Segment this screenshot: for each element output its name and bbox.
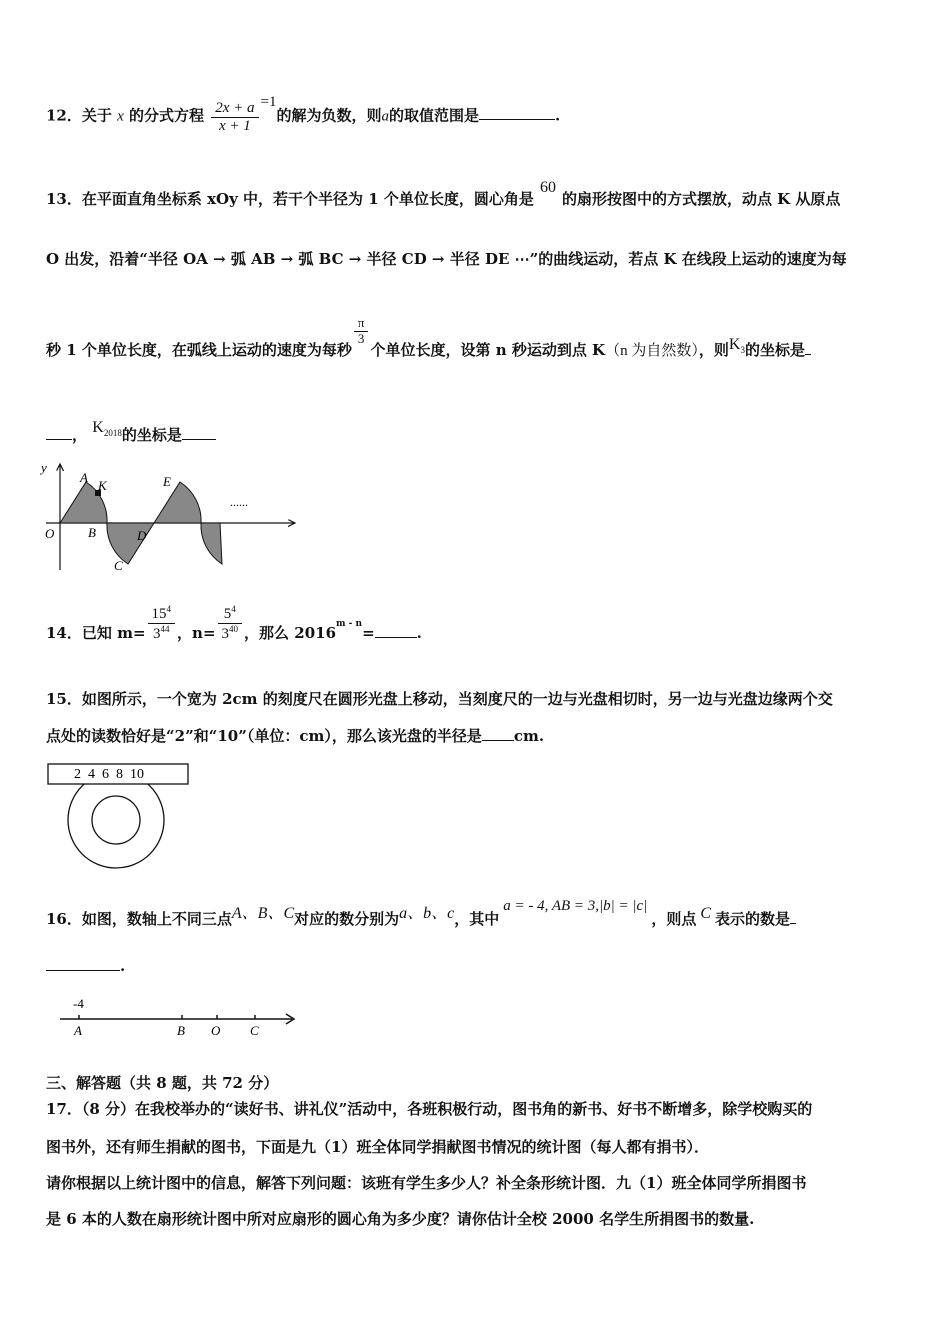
inner-circle xyxy=(92,796,140,844)
sector-4 xyxy=(201,523,222,564)
disc-ruler-figure xyxy=(46,760,196,870)
question-17-line4: 是 6 本的人数在扇形统计图中所对应扇形的圆心角为多少度？请你估计全校 2000 名学生所捐图书的数量. xyxy=(46,1210,755,1228)
label-o: O xyxy=(45,526,55,541)
question-17-line3: 请你根据以上统计图中的信息，解答下列问题：该班有学生多少人？补全条形统计图．九（1）班全体同学所捐图书 xyxy=(46,1174,807,1192)
q12-text: 12．关于 xyxy=(46,106,118,125)
pi-over-3: $\frac{\pi}{3}$ xyxy=(354,316,369,347)
m-fraction: $\frac{15^4}{3^{44}}$ xyxy=(148,604,176,644)
label-c: C xyxy=(114,558,123,573)
n-fraction: $\frac{5^4}{3^{40}}$ xyxy=(218,604,243,644)
outer-circle xyxy=(68,772,164,868)
question-17-line1: 17．（8 分）在我校举办的“读好书、讲礼仪”活动中，各班积极行动，图书角的新书、好书不断增多，除学校购买的 xyxy=(46,1100,813,1118)
value-neg4: -4 xyxy=(73,996,84,1011)
question-17-line2: 图书外，还有师生捐献的图书，下面是九（1）班全体同学捐献图书情况的统计图（每人都有捐书）． xyxy=(46,1138,709,1156)
q12-fraction: $\frac{2x + a}{x + 1}$ xyxy=(211,100,258,136)
question-13-line1: 13．在平面直角坐标系 xOy 中，若干个半径为 1 个单位长度，圆心角是60的扇形按图中的方式摆放，动点 K 从原点 xyxy=(46,179,841,208)
question-14: 14．已知 m= $\frac{15^4}{3^{44}}$ ，n= $\frac{5^4}{3^{40}}$ ，那么 $2016^{m - n}=$ . xyxy=(46,604,422,643)
question-16-line2: . xyxy=(46,957,125,975)
point-c: C xyxy=(250,1023,259,1038)
label-dots: ...... xyxy=(230,495,248,509)
point-b: B xyxy=(177,1023,185,1038)
answer-blank xyxy=(479,119,555,120)
question-13-line3: 秒 1 个单位长度，在弧线上运动的速度为每秒 $\frac{\pi}{3}$ 个单位长度，设第 n 秒运动到点 K（n 为自然数），则$K_3$的坐标是 xyxy=(46,316,811,347)
question-15-line1: 15．如图所示，一个宽为 2cm 的刻度尺在圆形光盘上移动，当刻度尺的一边与光盘相切时，另一边与光盘边缘两个交 xyxy=(46,690,833,708)
section-heading: 三、解答题（共 8 题，共 72 分） xyxy=(46,1074,279,1092)
question-12: 12．关于 x 的分式方程 $\frac{2x + a}{x + 1}$ =1的解为负数，则a的取值范围是 . xyxy=(46,94,561,135)
question-15-line2: 点处的读数恰好是“2”和“10”（单位：cm），那么该光盘的半径是 cm. xyxy=(46,727,545,745)
label-a: A xyxy=(80,470,88,485)
label-e: E xyxy=(163,474,171,489)
angle-60: 60 xyxy=(539,179,556,196)
label-d: D xyxy=(137,528,147,543)
label-y: y xyxy=(41,460,47,475)
question-13-line4: ， $K_{2018}$的坐标是 xyxy=(46,416,216,438)
sector-3 xyxy=(154,482,201,523)
label-b: B xyxy=(88,525,96,540)
point-a: A xyxy=(74,1023,82,1038)
question-13-line2: O 出发，沿着“半径 OA → 弧 AB → 弧 BC → 半径 CD → 半径 DE ⋯”的曲线运动，若点 K 在线段上运动的速度为每 xyxy=(46,250,847,268)
point-o: O xyxy=(211,1023,221,1038)
question-16: 16．如图，数轴上不同三点A、B、C对应的数分别为a、b、c，其中a = - 4, AB = 3,|b| = |c|，则点 C 表示的数是 xyxy=(46,900,796,923)
ruler-readings: 2 4 6 8 10 xyxy=(74,767,144,782)
label-k: K xyxy=(98,478,107,493)
sector-path-figure xyxy=(40,460,300,580)
q12-var-x: x xyxy=(117,108,124,125)
number-line-figure xyxy=(56,994,306,1040)
